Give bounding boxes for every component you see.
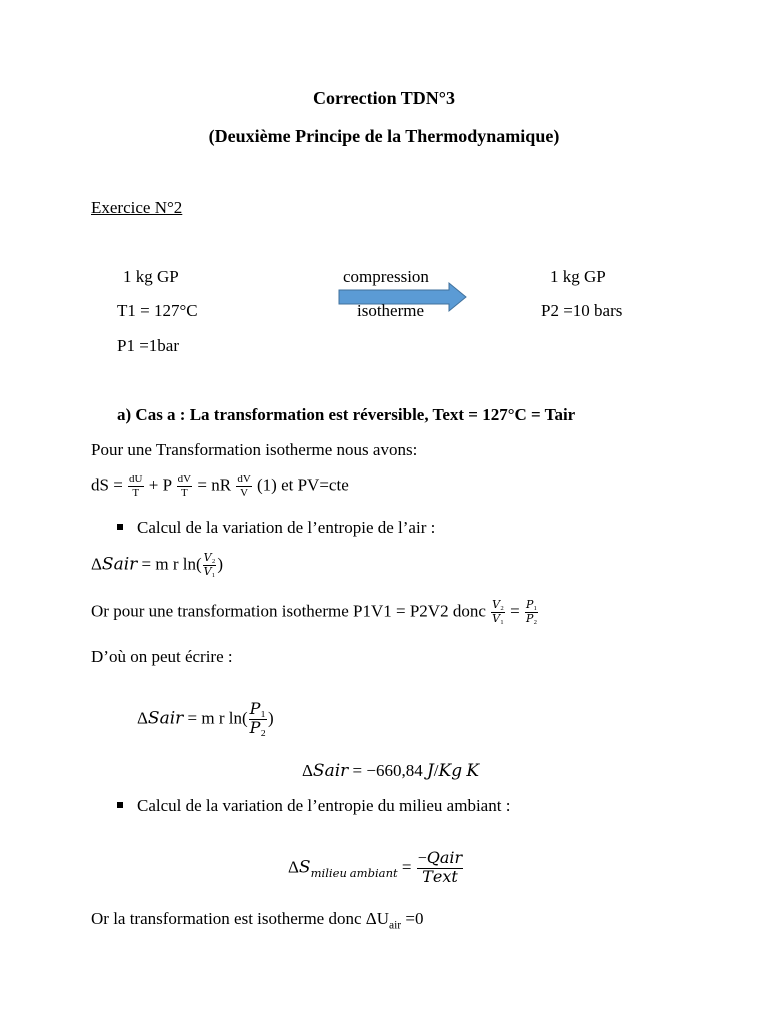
eq-lhs-subscript: 𝑚𝑖𝑙𝑖𝑒𝑢 𝑎𝑚𝑏𝑖𝑎𝑛𝑡 (310, 866, 398, 880)
eq-mid: = m r ln( (141, 554, 202, 574)
process-label-isotherme: isotherme (357, 301, 425, 320)
fraction-num: 𝑉₂ (203, 552, 216, 564)
state1-mass: 1 kg GP (123, 267, 179, 286)
eq-lhs: Δ𝑆𝑎𝑖𝑟 (91, 554, 138, 574)
fraction-den: 𝑉₁ (492, 613, 504, 625)
page-subtitle: (Deuxième Principe de la Thermodynamique) (208, 126, 560, 146)
state2-mass: 1 kg GP (550, 267, 606, 286)
fraction-dv-v (236, 474, 251, 499)
state1-pressure: P1 =1bar (117, 336, 179, 355)
eq-lhs: Δ𝑆𝑎𝑖𝑟 (137, 708, 184, 728)
fraction-du-t (128, 474, 143, 499)
fraction-num: dV (177, 473, 192, 485)
bullet-text: Calcul de la variation de l’entropie du milieu ambiant : (137, 796, 511, 815)
relation-text: Or pour une transformation isotherme P1V1 = P2V2 donc (91, 601, 486, 621)
eq-lhs: dS = (91, 475, 123, 495)
bullet-ambient-entropy (117, 796, 510, 816)
fraction-den: 𝑃₂ (249, 720, 266, 737)
eq-sign: = (401, 857, 412, 877)
eq-close: ) (217, 554, 224, 574)
fraction-den: 𝑉₁ (203, 566, 216, 578)
page-title: Correction TDN°3 (312, 88, 455, 108)
fraction-p1-p2 (525, 600, 538, 625)
isotherm-intro: Pour une Transformation isotherme nous avons: (91, 440, 418, 459)
air-entropy-result: Δ𝑆𝑎𝑖𝑟 = −660,84 𝐽/𝐾𝑔 𝐾 (302, 761, 480, 780)
fraction-den: V (240, 487, 249, 499)
fraction-dv-t (177, 474, 192, 499)
fraction-v2-v1 (203, 553, 217, 578)
isotherm-relation-line (91, 600, 539, 625)
line-tail: =0 (401, 909, 424, 928)
fraction-num: dU (129, 473, 143, 485)
eq-mid: = m r ln( (187, 708, 248, 728)
state2-pressure: P2 =10 bars (541, 301, 623, 320)
line-subscript: air (388, 918, 402, 932)
ambient-entropy-equation (288, 851, 464, 886)
eq-sign: = (510, 601, 520, 621)
case-a-heading: a) Cas a : La transformation est réversible, Text = 127°C = Tair (117, 405, 576, 424)
exercise-heading: Exercice N°2 (91, 198, 183, 217)
fraction-q-t (417, 851, 463, 886)
state1-temperature: T1 = 127°C (117, 301, 198, 320)
fraction-num: −𝑄𝑎𝑖𝑟 (417, 850, 463, 867)
fraction-p1-p2 (249, 702, 267, 737)
fraction-den: T (132, 487, 140, 499)
eq-nr: = nR (197, 475, 232, 495)
eq-tail: (1) et PV=cte (257, 475, 349, 495)
eq-lhs: Δ𝑆 (288, 857, 311, 877)
fraction-v2-v1 (491, 600, 505, 625)
bullet-icon (117, 524, 123, 530)
fraction-den: 𝑇𝑒𝑥𝑡 (422, 869, 458, 886)
fraction-num: 𝑉₂ (492, 599, 504, 611)
entropy-differential-equation (91, 474, 349, 499)
fraction-den: 𝑃₂ (526, 613, 538, 625)
air-entropy-volume-equation (91, 553, 223, 578)
process-label-compression: compression (343, 267, 429, 286)
eq-plus-p: + P (148, 475, 172, 495)
internal-energy-line (91, 909, 424, 931)
line-text: Or la transformation est isotherme donc ΔU (91, 909, 389, 928)
dou-line: D’où on peut écrire : (91, 647, 233, 666)
eq-close: ) (267, 708, 274, 728)
fraction-num: 𝑃₁ (249, 701, 266, 718)
bullet-icon (117, 802, 123, 808)
fraction-num: dV (237, 473, 251, 485)
fraction-num: 𝑃₁ (526, 599, 538, 611)
bullet-air-entropy (117, 518, 435, 538)
air-entropy-pressure-equation (137, 702, 274, 737)
fraction-den: T (181, 487, 188, 499)
bullet-text: Calcul de la variation de l’entropie de l’air : (137, 518, 436, 537)
